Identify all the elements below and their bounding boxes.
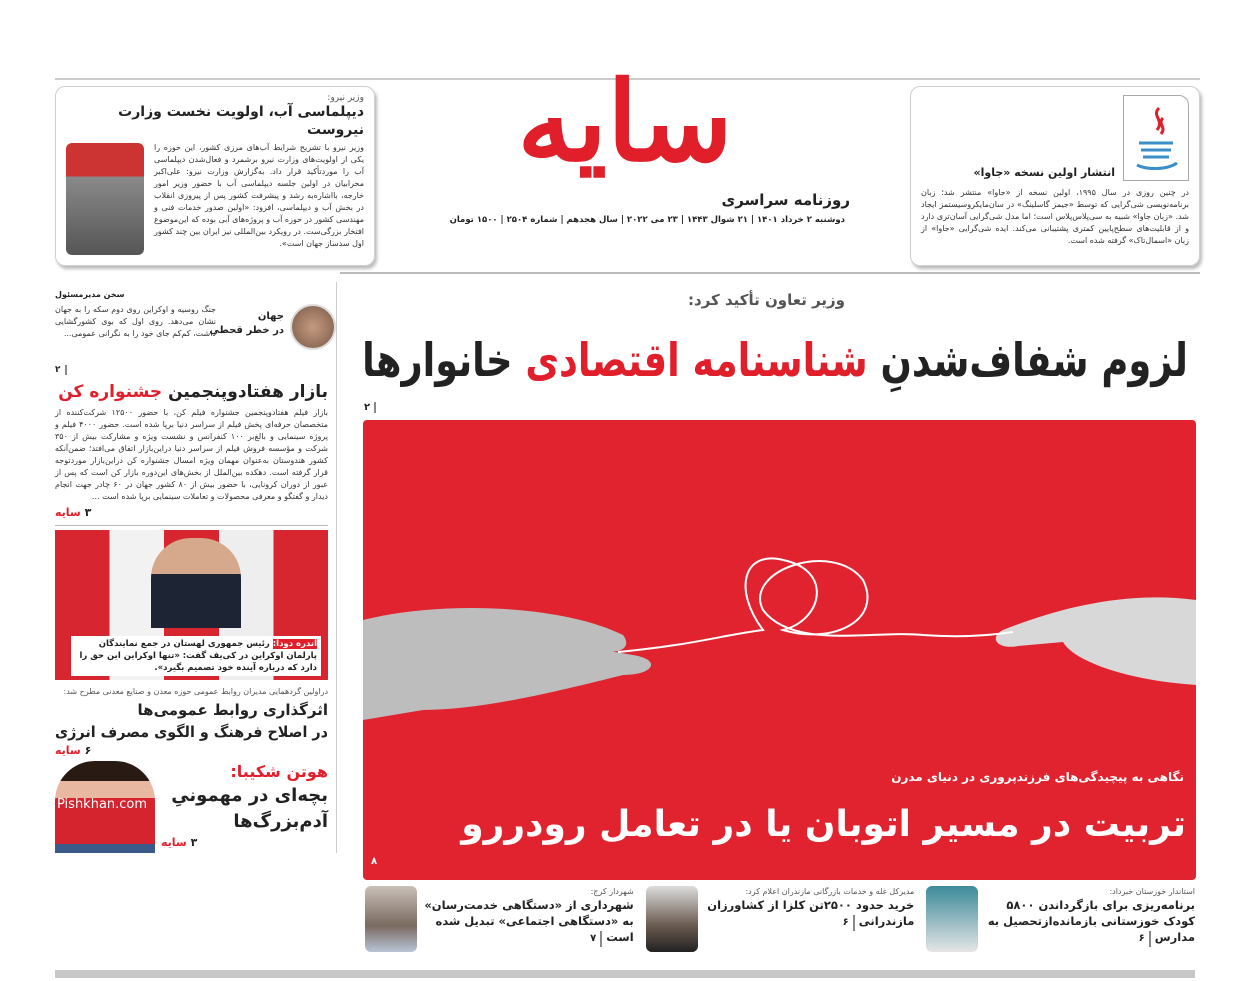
mini-logo: سایه xyxy=(161,836,187,849)
editorial xyxy=(55,304,328,360)
main-feature-image[interactable] xyxy=(363,420,1196,880)
bottom-story[interactable] xyxy=(926,886,1195,968)
story-title: برنامه‌ریزی برای بازگرداندن ۵۸۰۰ کودک خوزستانی بازمانده‌ازتحصیل به مدارس xyxy=(987,898,1195,944)
page-number: ۶ xyxy=(1139,931,1151,947)
mayor-photo xyxy=(365,886,417,952)
editor-avatar xyxy=(290,304,336,350)
kicker: مدیرکل غله و خدمات بازرگانی مازندران اعلام کرد: xyxy=(745,887,915,896)
editorial-title[interactable] xyxy=(209,310,284,338)
kicker: استاندار خوزستان خبرداد: xyxy=(1109,887,1195,896)
hootan-story[interactable] xyxy=(55,761,328,853)
main-kicker: وزیر تعاون تأکید کرد: xyxy=(688,291,845,309)
title-line: بچه‌ای در مهمونیِ xyxy=(171,785,328,806)
headline-part: خانوارها xyxy=(362,333,513,387)
page-ref xyxy=(55,505,328,521)
watermark: Pishkhan.com xyxy=(57,797,148,812)
image-headline[interactable]: تربیت در مسیر اتوبان یا در تعامل رودررو xyxy=(461,804,1186,845)
headline-part: بازار هفتادوپنجمین xyxy=(168,382,328,402)
page-ref xyxy=(55,743,328,759)
page-number: ۲ xyxy=(364,402,376,413)
masthead-subtitle: روزنامه سراسری xyxy=(721,191,850,209)
headline-highlight: شناسنامه اقتصادی xyxy=(525,333,868,387)
mini-logo: سایه xyxy=(55,744,81,757)
story-title: خرید حدود ۲۵۰۰تن کلزا از کشاورزان مازندرانی xyxy=(707,898,915,928)
hootan-photo xyxy=(55,761,155,853)
bottom-bar xyxy=(55,970,1195,978)
divider xyxy=(55,525,328,526)
main-headline[interactable] xyxy=(362,330,1188,390)
caption-text: رئیس جمهوری لهستان در جمع نمایندگان پارلمان اوکراین در کی‌یف گفت: «تنها اوکراین این حق را دارد که درباره آینده خود تصمیم بگیرد». xyxy=(79,639,317,673)
masthead-rule xyxy=(340,272,1200,274)
page-number: ۸ xyxy=(371,856,378,867)
story-title: شهرداری از «دستگاهی خدمت‌رسان» به «دستگاهی اجتماعی» تبدیل شده است xyxy=(424,898,634,944)
newspaper-logo: سایه xyxy=(517,57,733,186)
story-title[interactable]: دیپلماسی آب، اولویت نخست وزارت نیروست xyxy=(118,104,364,138)
person-figure xyxy=(151,538,241,628)
film-headline[interactable] xyxy=(55,379,328,405)
page-number: ۷ xyxy=(590,931,602,947)
film-body: بازار فیلم هفتادوپنجمین جشنواره فیلم کن، با حضور ۱۲۵۰۰ شرکت‌کننده از متخصصان حرفه‌ای پخش فیلم از سراسر دنیا برپا شده است. حضور ۴۰۰۰ فیلم و پروژه سینمایی و بالغ‌بر ۱۰۰ کنفرانس و نشست ویژه و مشارکت بیش از ۳۵۰ شرکت و مؤسسه فروش فیلم از سراسر دنیا دراین‌بازار اتفاق می‌افتد؛ ضمن‌آنکه کشور هندوستان به‌عنوان مهمان ویژه امسال جشنواره کن دراین‌بازار موردتوجه قرار گرفته است. دهکده بین‌الملل از بخش‌های این‌دوره بازار کن است که پس از عبور از دوران کرونایی، با حضور بیش از ۸۰ کشور جهان در ۶۰ چادر جهت انجام دیدار و گفتگو و معرفی محصولات و تعاملات سینمایی برپا شده است ... xyxy=(55,408,329,501)
bottom-story[interactable] xyxy=(365,886,634,968)
bottom-story[interactable] xyxy=(646,886,915,968)
page-number: ۳ xyxy=(84,506,92,519)
title-line: در خطر قحطی xyxy=(209,325,284,336)
governor-photo xyxy=(926,886,978,952)
section-label: سخن مدیرمسئول xyxy=(55,290,125,299)
headline-part: لزوم شفاف‌شدنِ xyxy=(880,333,1188,387)
title-line: جهان xyxy=(257,311,284,322)
story-body: در چنین روزی در سال ۱۹۹۵، اولین نسخه از «جاوا» منتشر شد؛ زبان برنامه‌نویسی شی‌گرایی که توسط «جیمز گاسلینگ» در سان‌مایکروسیستمز ایجاد شد. «زبان جاوا» شبیه به سی‌پلاس‌پلاس است؛ اما مدل شی‌گرایی آسان‌تری دارد و از قابلیت‌های سطح‌پایین کمتری پشتیبانی می‌کند. ایده شی‌گرایی «جاوا» از زبان «اسمال‌تاک» گرفته شده است. xyxy=(921,188,1189,245)
page-number: ۲ xyxy=(55,365,67,375)
left-column xyxy=(55,282,337,853)
masthead xyxy=(390,54,860,227)
duda-photo[interactable] xyxy=(55,530,328,680)
bottom-stories xyxy=(365,886,1195,968)
mini-logo: سایه xyxy=(55,506,81,519)
water-diplomacy-box xyxy=(55,86,375,266)
page-number: ۳ xyxy=(190,836,198,849)
caption-name: آندره دودا: xyxy=(272,639,317,649)
title-line: در اصلاح فرهنگ و الگوی مصرف انرژی xyxy=(55,723,328,741)
kicker: دراولین گردهمایی مدیران روابط عمومی حوزه معدن و صنایع معدنی مطرح شد: xyxy=(63,687,328,696)
title-line: اثرگذاری روابط عمومی‌ها xyxy=(137,701,328,719)
page-ref xyxy=(161,835,328,851)
title-line: آدم‌بزرگ‌ها xyxy=(233,811,328,832)
java-box xyxy=(910,86,1200,266)
official-photo xyxy=(646,886,698,952)
image-kicker: نگاهی به پیچیدگی‌های فرزندپروری در دنیای مدرن xyxy=(891,770,1184,784)
editorial-body: جنگ روسیه و اوکراین روی دوم سکه را به جهان نشان می‌دهد. روی اول که بوی کشورگشایی داشت، کم‌کم جای خود را به نگرانی عمومی... xyxy=(55,305,216,338)
story-title[interactable]: انتشار اولین نسخه «جاوا» xyxy=(973,166,1115,179)
photo-caption xyxy=(69,636,324,676)
hootan-name: هوتن شکیبا: xyxy=(230,762,328,781)
dateline: دوشنبه ۲ خرداد ۱۴۰۱ | ۲۱ شوال ۱۴۴۳ | ۲۳ می ۲۰۲۲ | سال هجدهم | شماره ۲۵۰۴ | ۱۵۰۰ تومان xyxy=(449,215,845,225)
kicker: شهردار کرج: xyxy=(590,887,634,896)
story-body: وزیر نیرو با تشریح شرایط آب‌های مرزی کشور، این حوزه را یکی از اولویت‌های وزارت نیرو برشمرد و فعال‌شدن دیپلماسی آب را موردتأکید قرار داد. به‌گزارش وزارت نیرو: علی‌اکبر محرابیان در اولین جلسه دیپلماسی آب با حضور وزیر امور خارجه، بااشاره‌به رشد و پیشرفت کشور پس از پیروزی انقلاب در بخش آب و دیپلماسی، افزود: «اولین صدور خدمات فنی و مهندسی کشور در حوزه آب و پروژه‌های آبی بوده که این‌موضوع افتخار بزرگی‌ست. در رویکرد بین‌المللی نیز ایران بین چند کشور اول سدساز جهان است». xyxy=(154,143,364,248)
kicker: وزیر نیرو: xyxy=(327,93,364,103)
page-number: ۶ xyxy=(84,744,92,757)
page-number: ۶ xyxy=(843,915,855,931)
headline-part-highlight: جشنواره کن xyxy=(58,382,163,402)
pr-headline[interactable] xyxy=(55,699,328,743)
minister-photo xyxy=(66,143,144,255)
java-logo-icon xyxy=(1123,95,1189,181)
hootan-headline xyxy=(161,783,328,835)
